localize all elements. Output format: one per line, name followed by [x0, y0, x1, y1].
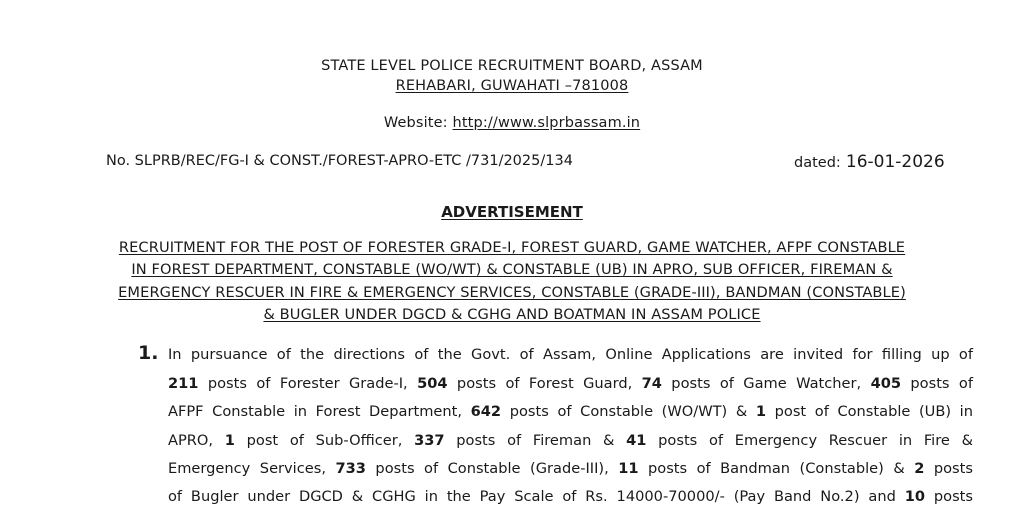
paragraph-line: [168, 488, 973, 505]
post-count: 74: [641, 375, 662, 392]
paragraph-text: posts of Constable (Grade-III),: [365, 460, 619, 477]
reference-number: No. SLPRB/REC/FG-I & CONST./FOREST-APRO-ETC /731/2025/134: [106, 153, 573, 169]
post-count: 2: [914, 460, 925, 477]
paragraph-text: posts: [924, 460, 973, 477]
subject-line: EMERGENCY RESCUER IN FIRE & EMERGENCY SERVICES, CONSTABLE (GRADE-III), BANDMAN (CONSTABLE): [118, 284, 906, 301]
paragraph-text: posts of Fireman &: [444, 432, 627, 449]
paragraph-text: posts of Constable (WO/WT) &: [501, 403, 756, 420]
paragraph-number: 1.: [138, 342, 159, 364]
post-count: 337: [414, 432, 445, 449]
post-count: 11: [618, 460, 639, 477]
paragraph-line: [168, 375, 973, 392]
paragraph-text: post of Sub-Officer,: [234, 432, 415, 449]
website-link[interactable]: http://www.slprbassam.in: [452, 115, 641, 131]
paragraph-line: [168, 460, 973, 477]
post-count: 405: [870, 375, 902, 392]
org-name: STATE LEVEL POLICE RECRUITMENT BOARD, ASSAM: [321, 58, 703, 74]
paragraph-text: post of Constable (UB) in: [766, 403, 973, 420]
post-count: 1: [755, 403, 767, 420]
paragraph-text: Emergency Services,: [168, 460, 336, 477]
dated-label: dated:: [794, 155, 841, 171]
post-count: 733: [335, 460, 366, 477]
post-count: 1: [224, 432, 235, 449]
paragraph-text: AFPF Constable in Forest Department,: [168, 403, 471, 420]
paragraph-text: In pursuance of the directions of the Govt. of Assam, Online Applications are invited for filling up of: [168, 346, 973, 363]
advertisement-title: ADVERTISEMENT: [441, 203, 583, 221]
paragraph-line: [168, 403, 973, 420]
paragraph-text: posts of Forest Guard,: [447, 375, 642, 392]
paragraph-text: posts of: [901, 375, 973, 392]
post-count: 10: [904, 488, 926, 505]
post-count: 211: [168, 375, 199, 392]
website-label: Website:: [383, 115, 448, 131]
paragraph-text: posts of Game Watcher,: [661, 375, 871, 392]
org-address: [0, 78, 1024, 94]
subject-line: RECRUITMENT FOR THE POST OF FORESTER GRADE-I, FOREST GUARD, GAME WATCHER, AFPF CONSTABLE: [118, 239, 906, 256]
paragraph-line: [168, 432, 973, 449]
post-count: 504: [417, 375, 448, 392]
paragraph-text: APRO,: [168, 432, 225, 449]
post-count: 41: [626, 432, 647, 449]
paragraph-line: [168, 346, 973, 363]
subject-line: IN FOREST DEPARTMENT, CONSTABLE (WO/WT) & CONSTABLE (UB) IN APRO, SUB OFFICER, FIREMAN &: [131, 261, 893, 278]
subject-line: & BUGLER UNDER DGCD & CGHG AND BOATMAN IN ASSAM POLICE: [263, 306, 761, 323]
website-line: [0, 115, 1024, 131]
dated-value: 16-01-2026: [845, 152, 945, 172]
org-address-text: REHABARI, GUWAHATI –781008: [395, 78, 629, 94]
post-count: 642: [470, 403, 502, 420]
paragraph-text: posts of Forester Grade-I,: [198, 375, 418, 392]
paragraph-text: posts of Emergency Rescuer in Fire &: [646, 432, 973, 449]
dated-line: [794, 152, 945, 172]
paragraph-text: posts of Bandman (Constable) &: [638, 460, 915, 477]
paragraph-text: of Bugler under DGCD & CGHG in the Pay Scale of Rs. 14000-70000/- (Pay Band No.2) and: [168, 488, 905, 505]
paragraph-text: posts: [925, 488, 973, 505]
